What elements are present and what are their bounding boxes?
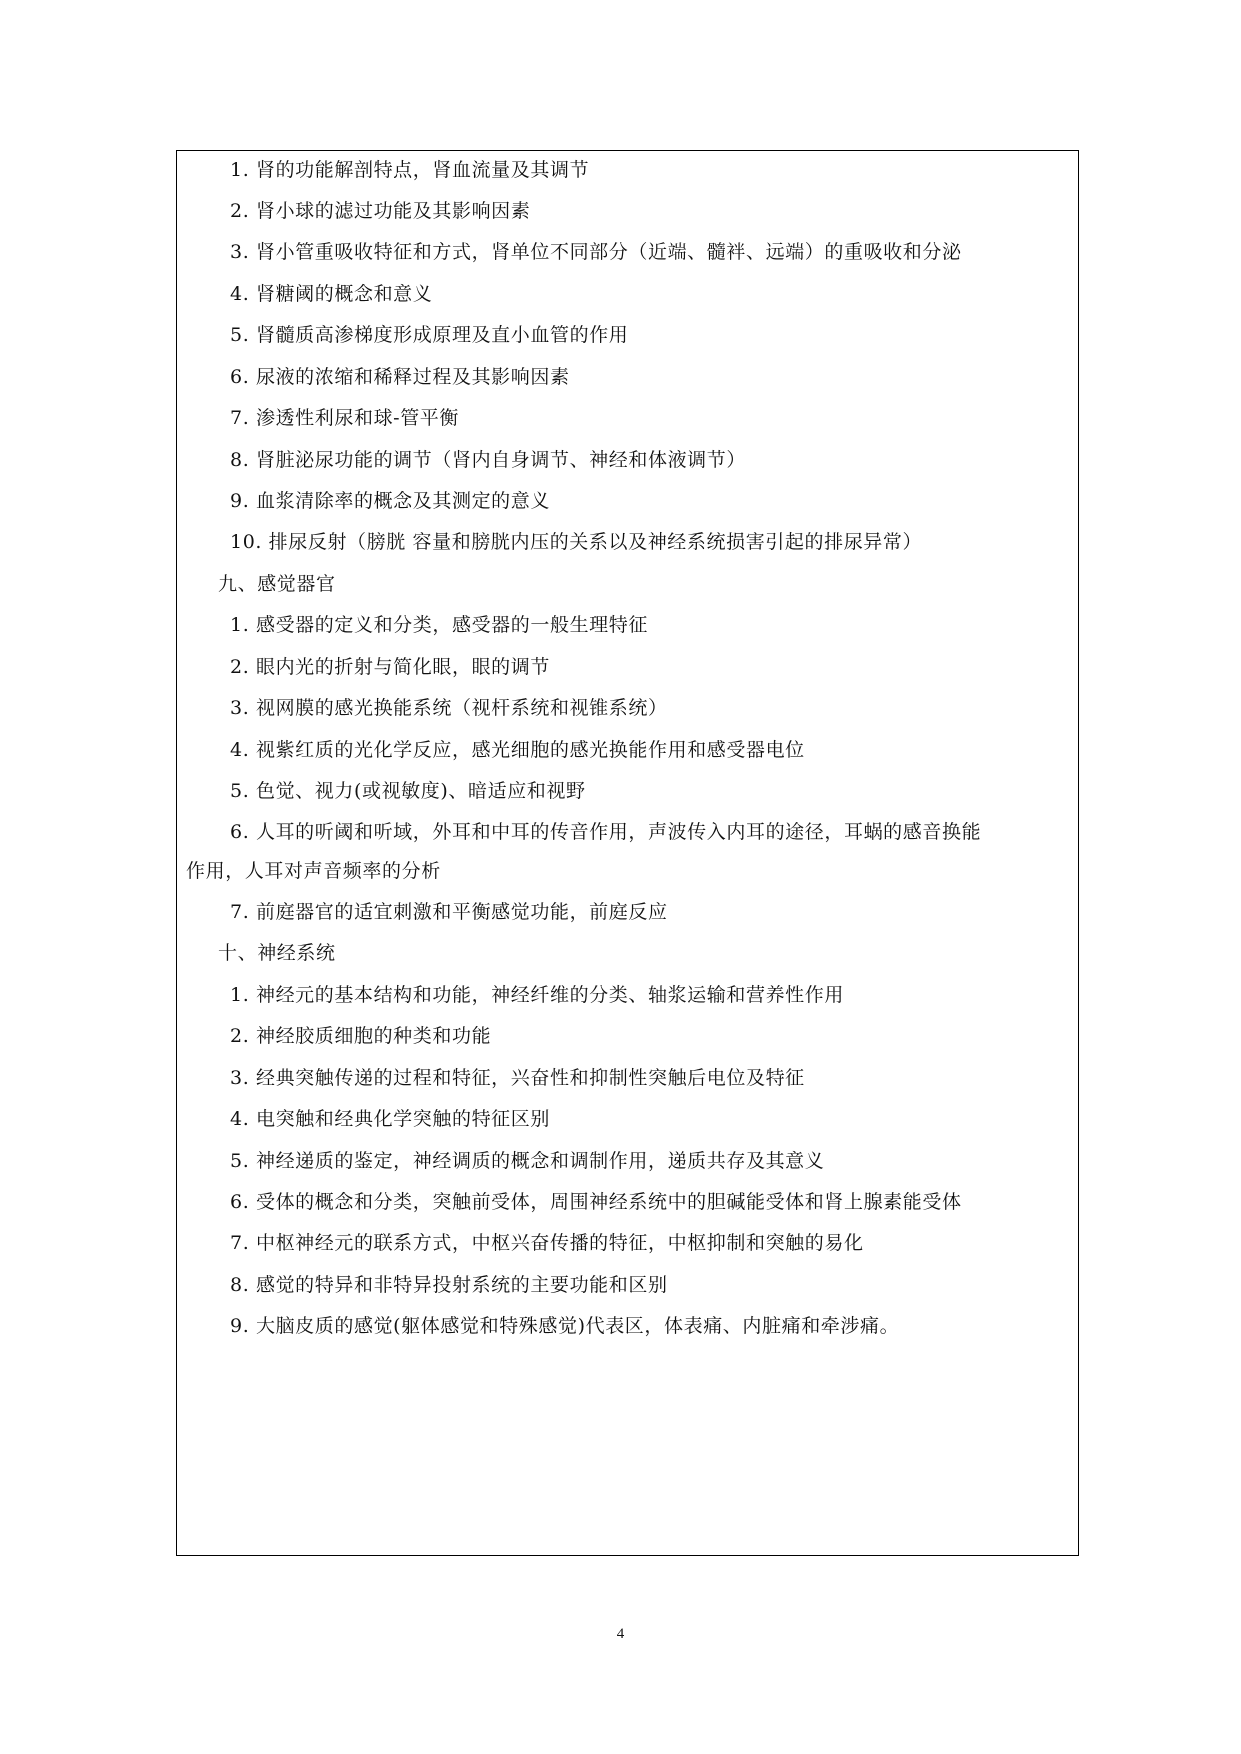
list-item: 4. 肾糖阈的概念和意义 bbox=[230, 283, 433, 305]
list-item: 6. 人耳的听阈和听域，外耳和中耳的传音作用，声波传入内耳的途径，耳蜗的感音换能 bbox=[230, 821, 982, 843]
list-item: 4. 电突触和经典化学突触的特征区别 bbox=[230, 1108, 550, 1130]
list-item: 1. 肾的功能解剖特点，肾血流量及其调节 bbox=[230, 159, 590, 181]
list-item: 8. 感觉的特异和非特异投射系统的主要功能和区别 bbox=[230, 1274, 668, 1296]
list-item: 1. 感受器的定义和分类，感受器的一般生理特征 bbox=[230, 614, 648, 636]
list-item: 5. 色觉、视力(或视敏度)、暗适应和视野 bbox=[230, 780, 586, 802]
list-item: 5. 肾髓质高渗梯度形成原理及直小血管的作用 bbox=[230, 324, 629, 346]
list-item: 2. 肾小球的滤过功能及其影响因素 bbox=[230, 200, 531, 222]
list-item: 5. 神经递质的鉴定，神经调质的概念和调制作用，递质共存及其意义 bbox=[230, 1150, 825, 1172]
list-item: 4. 视紫红质的光化学反应，感光细胞的感光换能作用和感受器电位 bbox=[230, 739, 805, 761]
page-number: 4 bbox=[616, 1626, 625, 1642]
list-item: 3. 肾小管重吸收特征和方式，肾单位不同部分（近端、髓袢、远端）的重吸收和分泌 bbox=[230, 241, 962, 263]
content-table-cell bbox=[176, 150, 1079, 1556]
list-item: 7. 前庭器官的适宜刺激和平衡感觉功能，前庭反应 bbox=[230, 901, 668, 923]
list-item: 2. 眼内光的折射与简化眼，眼的调节 bbox=[230, 656, 550, 678]
list-item: 6. 受体的概念和分类，突触前受体，周围神经系统中的胆碱能受体和肾上腺素能受体 bbox=[230, 1191, 962, 1213]
list-item: 2. 神经胶质细胞的种类和功能 bbox=[230, 1025, 492, 1047]
list-item: 7. 渗透性利尿和球-管平衡 bbox=[230, 407, 459, 429]
list-item: 3. 视网膜的感光换能系统（视杆系统和视锥系统） bbox=[230, 697, 668, 719]
list-item: 9. 大脑皮质的感觉(躯体感觉和特殊感觉)代表区，体表痛、内脏痛和牵涉痛。 bbox=[230, 1315, 900, 1337]
list-item: 10. 排尿反射（膀胱 容量和膀胱内压的关系以及神经系统损害引起的排尿异常） bbox=[230, 531, 923, 553]
list-item: 7. 中枢神经元的联系方式，中枢兴奋传播的特征，中枢抑制和突触的易化 bbox=[230, 1232, 864, 1254]
list-item: 9. 血浆清除率的概念及其测定的意义 bbox=[230, 490, 550, 512]
list-item: 8. 肾脏泌尿功能的调节（肾内自身调节、神经和体液调节） bbox=[230, 449, 746, 471]
section-heading: 九、感觉器官 bbox=[218, 573, 336, 595]
list-item: 3. 经典突触传递的过程和特征，兴奋性和抑制性突触后电位及特征 bbox=[230, 1067, 805, 1089]
section-heading: 十、神经系统 bbox=[218, 942, 336, 964]
list-item: 1. 神经元的基本结构和功能，神经纤维的分类、轴浆运输和营养性作用 bbox=[230, 984, 844, 1006]
list-item: 6. 尿液的浓缩和稀释过程及其影响因素 bbox=[230, 366, 570, 388]
list-item-continuation: 作用，人耳对声音频率的分析 bbox=[186, 860, 441, 882]
